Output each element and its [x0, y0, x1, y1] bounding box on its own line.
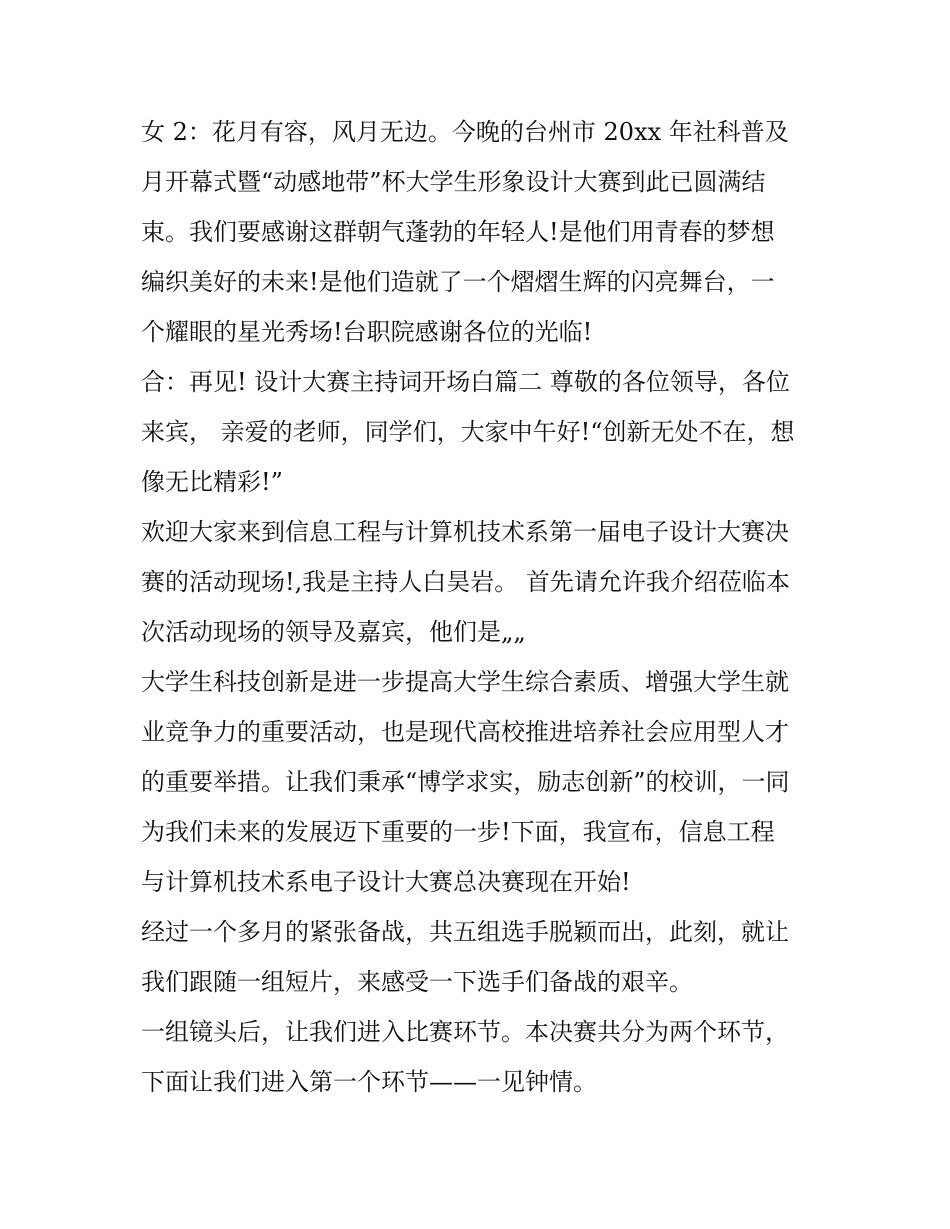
text-line: 束。我们要感谢这群朝气蓬勃的年轻人!是他们用青春的梦想: [141, 218, 775, 246]
text-line: 赛的活动现场!,我是主持人白昊岩。 首先请允许我介绍莅临本: [141, 568, 790, 596]
text-line: 合：再见! 设计大赛主持词开场白篇二 尊敬的各位领导，各位: [141, 368, 790, 396]
text-line: 次活动现场的领导及嘉宾，他们是„„: [141, 618, 526, 646]
text-line: 与计算机技术系电子设计大赛总决赛现在开始!: [141, 868, 631, 896]
text-line: 像无比精彩!”: [141, 468, 283, 496]
text-line: 编织美好的未来!是他们造就了一个熠熠生辉的闪亮舞台，一: [141, 268, 775, 296]
document-body: [141, 107, 821, 1107]
text-line: 女 2：花月有容，风月无边。今晚的台州市 20xx 年社科普及: [141, 118, 789, 146]
text-line: 经过一个多月的紧张备战，共五组选手脱颖而出，此刻，就让: [141, 918, 789, 946]
text-line: 为我们未来的发展迈下重要的一步!下面，我宣布，信息工程: [141, 818, 775, 846]
text-line: 个耀眼的星光秀场!台职院感谢各位的光临!: [141, 318, 593, 346]
text-line: 一组镜头后，让我们进入比赛环节。本决赛共分为两个环节，: [141, 1018, 789, 1046]
text-line: 下面让我们进入第一个环节——一见钟情。: [141, 1068, 597, 1096]
text-line: 我们跟随一组短片，来感受一下选手们备战的艰辛。: [141, 968, 693, 996]
text-line: 大学生科技创新是进一步提高大学生综合素质、增强大学生就: [141, 668, 789, 696]
text-line: 来宾， 亲爱的老师，同学们，大家中午好!“创新无处不在，想: [141, 418, 795, 446]
text-line: 业竞争力的重要活动，也是现代高校推进培养社会应用型人才: [141, 718, 789, 746]
text-line: 欢迎大家来到信息工程与计算机技术系第一届电子设计大赛决: [141, 518, 789, 546]
text-line: 月开幕式暨“动感地带”杯大学生形象设计大赛到此已圆满结: [141, 168, 766, 196]
text-line: 的重要举措。让我们秉承“博学求实，励志创新”的校训，一同: [141, 768, 790, 796]
